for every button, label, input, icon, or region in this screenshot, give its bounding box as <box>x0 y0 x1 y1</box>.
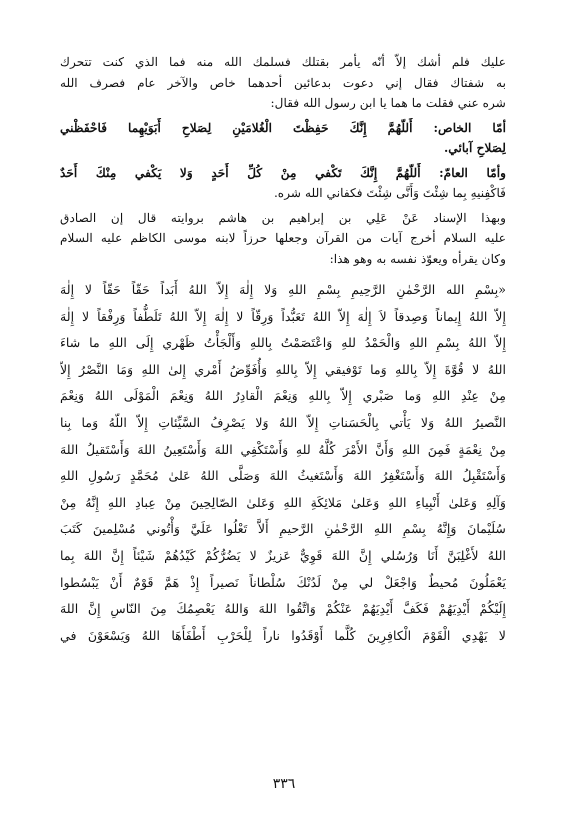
narration-line-3: وكان يقرأه ويعوّذ نفسه به وهو هذا: <box>329 251 506 266</box>
prayer-line-2: إِلاّ اللهُ إِيماناً وَصِدقاً لاَ إِلٰهَ إِلاّ اللهُ تَعَبُّداً وَرِقّاً لا إِلٰهَ إِلاّ اللهُ تَلَطُّفاً وَرِفْقاً لا إِلٰهَ <box>60 308 506 324</box>
prayer-line-11: اللهُ لأَغْلِبَنَّ أَنَا وَرُسُلي إِنَّ اللهَ قَوِيٌّ عَزيزٌ لا يَضُرُّكُمْ كَيْدُهُمْ شَيْئاً إِنَّ اللهَ بِما <box>60 547 506 563</box>
special-prayer-paragraph <box>60 118 506 159</box>
general-line-2: فَاكْفِنيهِ بِما شِئْتَ وَأَنَّى شِئْتَ فكفاني الله شره. <box>273 186 506 200</box>
prayer-line-6: النَّصيرُ اللهُ وَلا يَأْتي بِالْحَسَناتِ إِلاّ اللهُ وَلا يَصْرِفُ السَّيِّئاتِ إِلاّ اللّهُ وَما بِنا <box>60 414 506 430</box>
intro-line-3: شره عني فقلت ما هما يا ابن رسول الله فقال: <box>270 96 506 110</box>
prayer-line-13: إِلَيْكُمْ أَيْدِيَهُمْ فَكَفَّ أَيْدِيَهُمْ عَنْكُمْ وَاتَّقُوا اللهَ وَاللهُ يَعْصِمُكَ مِنَ النّاسِ إِنَّ اللهَ <box>60 601 506 617</box>
prayer-line-12: يَعْمَلُونَ مُحيطٌ وَاجْعَلْ لي مِنْ لَدُنْكَ سُلْطاناً نَصيراً إِذْ هَمَّ قَوْمٌ أَنْ يَبْسُطوا <box>60 574 506 590</box>
prayer-line-7: مِنْ نِعْمَةٍ فَمِنَ اللهِ وَأَنَّ الأَمْرَ كُلَّهُ للهِ وَأَسْتَكْفِي اللهَ وَأَسْتَعِينُ اللهَ وَأَسْتَقيلُ اللهَ <box>60 441 506 457</box>
protection-prayer-text <box>60 277 506 649</box>
narration-line-2: عليه السلام أخرج آيات من القرآن وجعلها حرزاً لابنه موسى الكاظم عليه السلام <box>60 231 506 245</box>
narration-line-1: وبهذا الإسناد عَنْ عَلِي بن إبراهيم بن هاشم بروايته قال إن الصادق <box>60 210 506 225</box>
general-prayer-paragraph <box>60 163 506 204</box>
intro-paragraph <box>60 52 506 114</box>
prayer-line-3: إِلاّ اللهُ بِسْمِ اللهِ وَالْحَمْدُ للهِ وَاعْتَصَمْتُ بِاللهِ وَأَلْجَأْتُ ظَهْري إِلَى اللهِ ما شاءَ <box>60 335 506 351</box>
prayer-line-1: «بِسْمِ الله الرَّحْمٰنِ الرَّحِيمِ بِسْمِ اللهِ وَلا إِلٰهَ إِلاّ اللهُ أَبَداً حَقّاً حَقّاً لا إِلٰهَ <box>60 282 506 297</box>
intro-line-2: به شفتاك فقال إني دعوت بدعائين أحدهما خاص والآخر عام فصرف الله <box>60 75 506 90</box>
general-line-1: وأمّا العامّ: أَللّهُمَّ إِنَّكَ تَكْفي مِنْ كُلِّ أَحَدٍ وَلا يَكْفي مِنْكَ أَحَدٌ <box>60 165 506 180</box>
prayer-line-4: اللهُ لا قُوَّةَ إِلاّ بِاللهِ وَما تَوْفيقي إِلاّ بِاللهِ وَأُفَوِّضُ أَمْري إِلىٰ اللهِ وَمَا النَّصْرُ إِلاّ <box>60 361 506 377</box>
intro-line-1: عليك فلم أشك إلاّ أنّه يأمر بقتلك فسلمك الله منه فما الذي كنت تتحرك <box>60 55 506 69</box>
special-line-1: أمّا الخاص: أَللّهُمَّ إِنَّكَ حَفِظْتَ الْغُلامَيْنِ لِصَلاحِ أَبَوَيْهِما فَاحْفَظْني <box>60 120 506 135</box>
narration-paragraph <box>60 208 506 270</box>
prayer-line-14: لا يَهْدِي الْقَوْمَ الْكافِرِينَ كُلَّما أَوْقَدُوا ناراً لِلْحَرْبِ أَطْفَأَهَا اللهُ وَيَسْعَوْنَ في <box>60 627 506 643</box>
page-number: ٣٣٦ <box>272 776 296 792</box>
prayer-line-5: مِنْ عِنْدِ اللهِ وَما صَبْري إِلاّ بِاللهِ وَنِعْمَ الْقادِرُ اللهُ وَنِعْمَ الْمَوْلَى اللهُ وَنِعْمَ <box>60 388 506 404</box>
prayer-line-9: وَآلِهِ وَعَلىٰ أَنْبِياءِ اللهِ وَعَلىٰ مَلائِكَةِ اللهِ وَعَلىٰ الصّالِحِينَ مِنْ عِبادِ اللهِ إِنَّهُ مِنْ <box>60 494 506 510</box>
prayer-line-10: سُلَيْمانَ وَإِنَّهُ بِسْمِ اللهِ الرَّحْمٰنِ الرَّحيمِ أَلاَّ تَعْلُوا عَلَيَّ وَأْتُوني مُسْلِمينَ كَتَبَ <box>60 521 506 537</box>
special-line-2: لِصَلاحِ آبائي. <box>444 141 506 155</box>
prayer-line-8: وَأَسْتَقْبِلُ اللهَ وَأَسْتَغْفِرُ اللهَ وَأَسْتَغيثُ اللهَ وَصَلَّى اللهُ عَلىٰ مُحَمَّدٍ رَسُولِ اللهِ <box>60 468 506 484</box>
